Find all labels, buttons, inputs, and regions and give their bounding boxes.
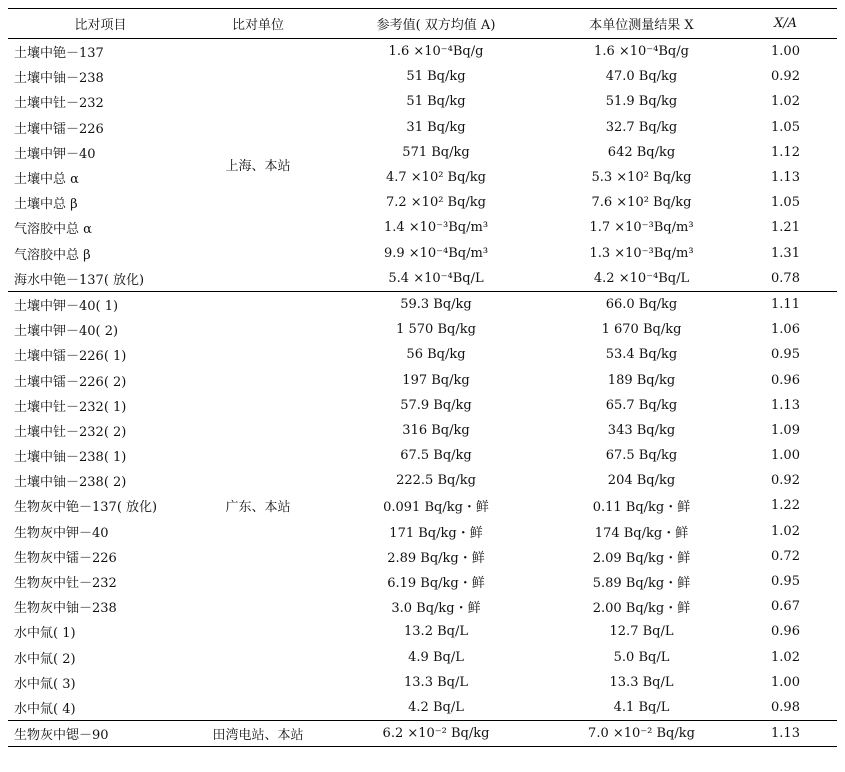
table-group bbox=[8, 39, 837, 292]
cell-ratio: 0.92 bbox=[771, 69, 800, 85]
cell-ratio: 1.02 bbox=[771, 523, 800, 539]
cell-item: 土壤中钾－40( 1) bbox=[8, 291, 193, 317]
cell-item: 水中氚( 4) bbox=[14, 701, 76, 717]
cell-reference: 59.3 Bq/kg bbox=[323, 291, 549, 317]
cell-reference: 9.9 ×10⁻⁴Bq/m³ bbox=[383, 245, 489, 261]
cell-unit: 上海、本站 bbox=[225, 159, 291, 175]
table-row bbox=[8, 569, 837, 594]
cell-reference: 51 Bq/kg bbox=[406, 69, 466, 85]
cell-ratio: 1.13 bbox=[771, 397, 800, 413]
cell-item: 生物灰中钾－40 bbox=[14, 525, 109, 541]
table-row bbox=[8, 468, 837, 493]
cell-ratio: 1.09 bbox=[771, 422, 800, 438]
cell-reference: 57.9 Bq/kg bbox=[400, 397, 472, 413]
cell-measured: 343 Bq/kg bbox=[607, 422, 676, 438]
table-row bbox=[8, 619, 837, 644]
cell-measured: 53.4 Bq/kg bbox=[605, 347, 678, 363]
cell-reference: 4.7 ×10² Bq/kg bbox=[385, 170, 487, 186]
cell-unit: 田湾电站、本站 bbox=[193, 721, 323, 747]
table-row bbox=[8, 594, 837, 619]
cell-item: 土壤中钍－232( 1) bbox=[14, 399, 127, 415]
cell-measured: 5.3 ×10² Bq/kg bbox=[591, 170, 692, 186]
cell-measured: 2.09 Bq/kg・鲜 bbox=[592, 550, 691, 566]
cell-measured: 12.7 Bq/L bbox=[609, 624, 674, 640]
header-item: 比对项目 bbox=[8, 9, 193, 39]
cell-measured: 65.7 Bq/kg bbox=[605, 397, 678, 413]
table-row bbox=[8, 140, 837, 165]
header-ratio: X/A bbox=[734, 9, 837, 39]
cell-item: 生物灰中铯－137( 放化) bbox=[14, 500, 158, 516]
table-row bbox=[8, 519, 837, 544]
cell-ratio: 1.00 bbox=[771, 448, 800, 464]
cell-reference: 6.2 ×10⁻² Bq/kg bbox=[323, 721, 549, 747]
cell-ratio: 1.12 bbox=[771, 144, 800, 160]
cell-reference: 56 Bq/kg bbox=[406, 347, 466, 363]
table-row bbox=[8, 670, 837, 695]
cell-item: 土壤中钍－232( 2) bbox=[14, 424, 127, 440]
cell-ratio: 1.02 bbox=[771, 649, 800, 665]
cell-measured: 4.2 ×10⁻⁴Bq/L bbox=[593, 270, 690, 286]
cell-ratio: 1.13 bbox=[771, 170, 800, 186]
cell-reference: 2.89 Bq/kg・鲜 bbox=[387, 550, 485, 566]
header-unit: 比对单位 bbox=[193, 9, 323, 39]
cell-item: 土壤中钾－40( 2) bbox=[14, 324, 119, 340]
cell-item: 生物灰中锶－90 bbox=[8, 721, 193, 747]
cell-measured: 642 Bq/kg bbox=[607, 144, 676, 160]
cell-reference: 6.19 Bq/kg・鲜 bbox=[387, 576, 485, 592]
cell-measured: 174 Bq/kg・鲜 bbox=[594, 525, 689, 541]
cell-item: 土壤中铀－238( 2) bbox=[14, 475, 127, 491]
table-row bbox=[8, 695, 837, 721]
cell-measured: 1.6 ×10⁻⁴Bq/g bbox=[594, 44, 689, 60]
cell-item: 土壤中镭－226( 1) bbox=[14, 349, 127, 365]
cell-measured: 204 Bq/kg bbox=[607, 473, 676, 489]
cell-item: 土壤中镭－226 bbox=[14, 121, 104, 137]
cell-measured: 32.7 Bq/kg bbox=[605, 119, 678, 135]
cell-item: 土壤中钾－40 bbox=[14, 146, 96, 162]
cell-item: 土壤中铯－137 bbox=[14, 46, 104, 62]
cell-measured: 7.6 ×10² Bq/kg bbox=[591, 195, 692, 211]
header-measured: 本单位测量结果 X bbox=[549, 9, 734, 39]
cell-measured: 7.0 ×10⁻² Bq/kg bbox=[549, 721, 734, 747]
table-row bbox=[8, 367, 837, 392]
cell-item: 水中氚( 1) bbox=[14, 626, 76, 642]
cell-measured: 1.7 ×10⁻³Bq/m³ bbox=[589, 220, 694, 236]
cell-reference: 316 Bq/kg bbox=[402, 422, 470, 438]
cell-ratio: 1.22 bbox=[771, 498, 800, 514]
cell-ratio: 0.95 bbox=[771, 574, 800, 590]
cell-measured: 0.11 Bq/kg・鲜 bbox=[592, 500, 691, 516]
cell-item: 水中氚( 3) bbox=[14, 676, 76, 692]
cell-item: 生物灰中铀－238 bbox=[14, 601, 117, 617]
cell-reference: 13.2 Bq/L bbox=[404, 624, 468, 640]
cell-item: 土壤中镭－226( 2) bbox=[14, 374, 127, 390]
cell-reference: 7.2 ×10² Bq/kg bbox=[385, 195, 487, 211]
cell-reference: 1 570 Bq/kg bbox=[396, 322, 476, 338]
table-row bbox=[8, 544, 837, 569]
cell-ratio: 0.78 bbox=[771, 270, 800, 286]
cell-reference: 171 Bq/kg・鲜 bbox=[389, 525, 483, 541]
table-row bbox=[8, 443, 837, 468]
cell-measured: 1 670 Bq/kg bbox=[601, 322, 682, 338]
cell-ratio: 0.98 bbox=[771, 699, 800, 715]
cell-ratio: 0.96 bbox=[771, 372, 800, 388]
cell-reference: 197 Bq/kg bbox=[402, 372, 470, 388]
table-row bbox=[8, 266, 837, 292]
cell-ratio: 1.11 bbox=[734, 291, 837, 317]
cell-measured: 2.00 Bq/kg・鲜 bbox=[592, 601, 691, 617]
cell-measured: 1.3 ×10⁻³Bq/m³ bbox=[589, 245, 694, 261]
cell-reference: 571 Bq/kg bbox=[402, 144, 470, 160]
cell-ratio: 0.72 bbox=[771, 548, 800, 564]
cell-ratio: 1.05 bbox=[771, 195, 800, 211]
cell-reference: 13.3 Bq/L bbox=[404, 674, 468, 690]
table-row bbox=[8, 39, 837, 65]
cell-ratio: 1.13 bbox=[734, 721, 837, 747]
cell-item: 土壤中总 α bbox=[14, 172, 79, 188]
table-row bbox=[8, 393, 837, 418]
cell-measured: 5.89 Bq/kg・鲜 bbox=[592, 576, 691, 592]
cell-ratio: 0.95 bbox=[771, 347, 800, 363]
header-row bbox=[8, 9, 837, 39]
cell-item: 海水中铯－137( 放化) bbox=[14, 272, 145, 288]
cell-item: 土壤中总 β bbox=[14, 197, 78, 213]
cell-item: 生物灰中镭－226 bbox=[14, 550, 117, 566]
table-row bbox=[8, 64, 837, 89]
table-row bbox=[8, 89, 837, 114]
cell-ratio: 0.92 bbox=[771, 473, 800, 489]
cell-item: 气溶胶中总 α bbox=[14, 222, 92, 238]
cell-measured: 51.9 Bq/kg bbox=[605, 94, 678, 110]
table-row bbox=[8, 317, 837, 342]
table-row bbox=[8, 721, 837, 747]
table-row bbox=[8, 215, 837, 240]
table-row bbox=[8, 645, 837, 670]
cell-ratio: 0.96 bbox=[771, 624, 800, 640]
cell-measured: 5.0 Bq/L bbox=[613, 649, 670, 665]
table-row bbox=[8, 493, 837, 518]
cell-item: 生物灰中钍－232 bbox=[14, 576, 117, 592]
table-row bbox=[8, 291, 837, 317]
cell-measured: 67.5 Bq/kg bbox=[605, 448, 678, 464]
cell-reference: 1.4 ×10⁻³Bq/m³ bbox=[383, 220, 489, 236]
cell-reference: 1.6 ×10⁻⁴Bq/g bbox=[388, 44, 484, 60]
cell-measured: 47.0 Bq/kg bbox=[605, 69, 678, 85]
cell-ratio: 1.06 bbox=[771, 322, 800, 338]
cell-reference: 4.9 Bq/L bbox=[408, 649, 464, 665]
cell-ratio: 0.67 bbox=[771, 599, 800, 615]
cell-reference: 3.0 Bq/kg・鲜 bbox=[391, 601, 481, 617]
header-reference: 参考值( 双方均值 A) bbox=[323, 9, 549, 39]
cell-reference: 5.4 ×10⁻⁴Bq/L bbox=[388, 270, 484, 286]
cell-measured: 4.1 Bq/L bbox=[613, 699, 670, 715]
cell-reference: 0.091 Bq/kg・鲜 bbox=[383, 500, 489, 516]
cell-ratio: 1.00 bbox=[771, 674, 800, 690]
cell-item: 气溶胶中总 β bbox=[14, 247, 91, 263]
cell-ratio: 1.05 bbox=[771, 119, 800, 135]
table-row bbox=[8, 241, 837, 266]
cell-measured: 189 Bq/kg bbox=[607, 372, 676, 388]
cell-reference: 4.2 Bq/L bbox=[408, 699, 464, 715]
cell-ratio: 1.31 bbox=[771, 245, 800, 261]
cell-reference: 222.5 Bq/kg bbox=[396, 473, 476, 489]
cell-unit: 广东、本站 bbox=[193, 291, 323, 720]
table-row bbox=[8, 165, 837, 190]
cell-reference: 51 Bq/kg bbox=[406, 94, 466, 110]
cell-ratio: 1.00 bbox=[771, 44, 800, 60]
cell-ratio: 1.02 bbox=[771, 94, 800, 110]
cell-item: 水中氚( 2) bbox=[14, 651, 76, 667]
table-group bbox=[8, 291, 837, 720]
table-row bbox=[8, 418, 837, 443]
comparison-table bbox=[8, 8, 837, 747]
cell-measured: 13.3 Bq/L bbox=[609, 674, 674, 690]
table-group bbox=[8, 721, 837, 747]
cell-reference: 31 Bq/kg bbox=[406, 119, 466, 135]
cell-item: 土壤中钍－232 bbox=[14, 96, 104, 112]
cell-reference: 67.5 Bq/kg bbox=[400, 448, 472, 464]
cell-measured: 66.0 Bq/kg bbox=[549, 291, 734, 317]
cell-item: 土壤中铀－238 bbox=[14, 71, 104, 87]
cell-item: 土壤中铀－238( 1) bbox=[14, 450, 127, 466]
table-row bbox=[8, 342, 837, 367]
table-row bbox=[8, 115, 837, 140]
table-row bbox=[8, 190, 837, 215]
cell-ratio: 1.21 bbox=[771, 220, 800, 236]
